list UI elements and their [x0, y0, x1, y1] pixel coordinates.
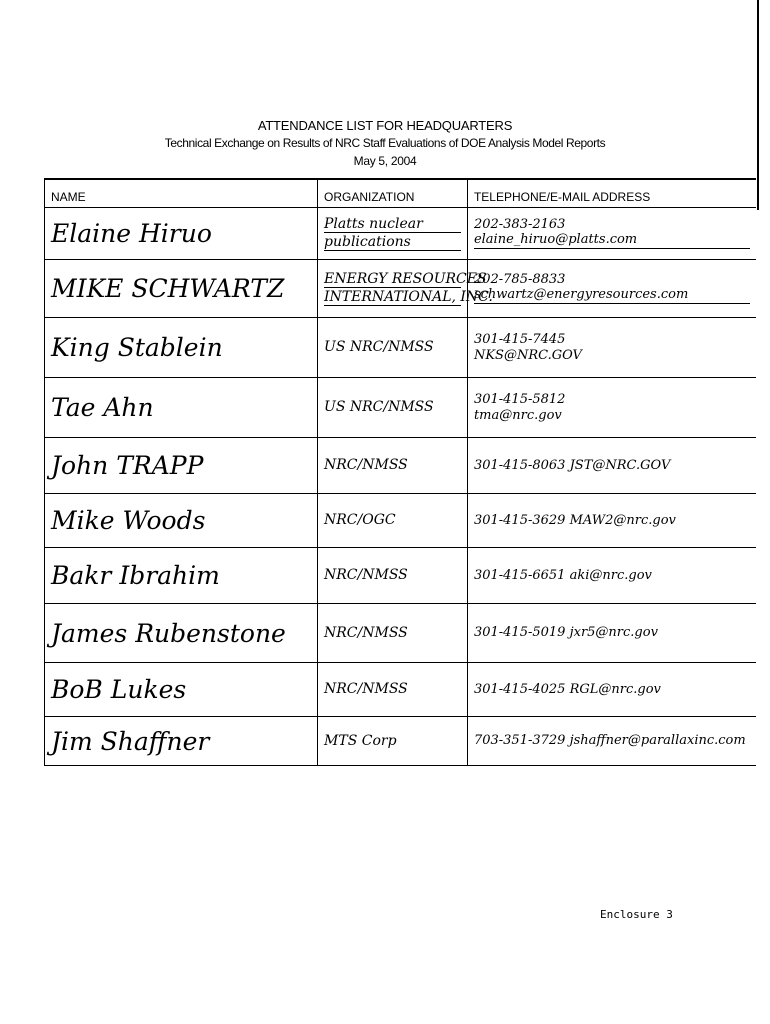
attendee-organization: ENERGY RESOURCES: [324, 270, 487, 287]
attendee-organization: NRC/NMSS: [324, 681, 408, 698]
attendee-organization-cell: [318, 494, 468, 548]
attendee-contact: NKS@NRC.GOV: [473, 347, 582, 363]
attendee-contact: 301-415-4025 RGL@nrc.gov: [473, 681, 661, 697]
table-row: [45, 663, 757, 717]
table-row: [45, 318, 757, 378]
table-row: [45, 604, 757, 663]
document-title: ATTENDANCE LIST FOR HEADQUARTERS: [257, 118, 513, 133]
attendee-name: John TRAPP: [51, 451, 204, 480]
column-header-telephone-email: TELEPHONE/E-MAIL ADDRESS: [467, 179, 756, 208]
attendee-organization-cell: [318, 260, 493, 318]
enclosure-label: Enclosure 3: [600, 908, 673, 921]
attendee-organization: NRC/NMSS: [324, 567, 408, 584]
attendee-contact-cell: [467, 378, 756, 438]
attendee-contact: 202-383-2163: [473, 216, 566, 232]
attendee-contact: 301-415-3629 MAW2@nrc.gov: [473, 512, 676, 528]
attendee-name: Tae Ahn: [51, 393, 154, 422]
attendee-organization: Platts nuclear: [324, 216, 461, 233]
attendee-contact-cell: [467, 260, 756, 318]
attendee-name: James Rubenstone: [51, 618, 286, 648]
attendee-organization-cell: [318, 717, 468, 766]
attendee-contact: elaine_hiruo@platts.com: [474, 233, 750, 249]
attendee-name: Elaine Hiruo: [51, 219, 212, 248]
attendee-contact-cell: [467, 318, 756, 378]
attendee-organization-cell: [318, 604, 468, 663]
attendee-organization: INTERNATIONAL, INC.: [324, 289, 493, 305]
attendee-name-cell: [45, 548, 318, 604]
attendee-contact: 202-785-8833: [473, 271, 566, 287]
table-row: [45, 378, 757, 438]
table-row: [45, 438, 757, 494]
attendee-name: Jim Shaffner: [51, 726, 210, 756]
attendee-organization-cell: [318, 548, 468, 604]
column-header-name: NAME: [45, 179, 318, 208]
attendee-contact-cell: [467, 663, 756, 717]
column-header-organization: ORGANIZATION: [318, 179, 468, 208]
attendee-contact: 301-415-7445: [473, 331, 566, 347]
attendee-name-cell: [45, 438, 318, 494]
attendee-name-cell: [45, 260, 318, 318]
attendee-organization: publications: [324, 234, 461, 251]
attendee-name-cell: [45, 663, 318, 717]
attendee-contact: 301-415-5812: [473, 391, 566, 407]
table-row: [45, 548, 757, 604]
attendee-organization-cell: [318, 663, 468, 717]
attendee-name-cell: [45, 378, 318, 438]
attendee-organization: MTS Corp: [324, 732, 397, 749]
attendee-name: Bakr Ibrahim: [51, 561, 220, 590]
attendee-contact-cell: [467, 208, 756, 260]
attendance-table: [44, 178, 756, 766]
attendee-contact-cell: [467, 438, 756, 494]
document-date: May 5, 2004: [353, 154, 417, 168]
attendee-contact: 703-351-3729 jshaffner@parallaxinc.com: [473, 733, 746, 749]
attendee-contact: 301-415-5019 jxr5@nrc.gov: [473, 625, 658, 641]
attendee-organization: NRC/NMSS: [324, 624, 408, 641]
attendee-contact: 301-415-6651 aki@nrc.gov: [473, 567, 652, 583]
attendee-contact: schwartz@energyresources.com: [474, 288, 750, 304]
table-row: [45, 260, 757, 318]
attendee-organization: NRC/OGC: [324, 512, 396, 529]
attendee-name-cell: [45, 208, 318, 260]
attendee-contact-cell: [467, 717, 756, 766]
attendee-organization: NRC/NMSS: [324, 457, 408, 474]
attendee-name-cell: [45, 717, 318, 766]
table-row: [45, 494, 757, 548]
attendee-organization-cell: [318, 318, 468, 378]
attendee-name-cell: [45, 318, 318, 378]
attendee-contact-cell: [467, 494, 756, 548]
page-edge-rule: [757, 0, 759, 210]
attendee-contact: 301-415-8063 JST@NRC.GOV: [473, 457, 671, 473]
table-header-row: [45, 179, 757, 208]
attendee-organization-cell: [318, 438, 468, 494]
attendee-contact: tma@nrc.gov: [473, 407, 562, 423]
attendee-contact-cell: [467, 604, 756, 663]
attendee-name: Mike Woods: [51, 506, 206, 535]
attendee-organization: US NRC/NMSS: [324, 399, 434, 416]
attendee-organization-cell: [318, 378, 468, 438]
attendee-organization: US NRC/NMSS: [324, 339, 434, 356]
table-row: [45, 717, 757, 766]
attendee-name: MIKE SCHWARTZ: [51, 274, 285, 303]
attendee-organization-cell: [318, 208, 468, 260]
attendee-name-cell: [45, 494, 318, 548]
attendee-name-cell: [45, 604, 318, 663]
document-subtitle: Technical Exchange on Results of NRC Staff Evaluations of DOE Analysis Model Reports: [164, 136, 606, 150]
attendee-name: BoB Lukes: [51, 675, 187, 704]
table-row: [45, 208, 757, 260]
attendance-rows: [45, 208, 757, 766]
attendee-name: King Stablein: [51, 333, 223, 362]
attendee-contact-cell: [467, 548, 756, 604]
